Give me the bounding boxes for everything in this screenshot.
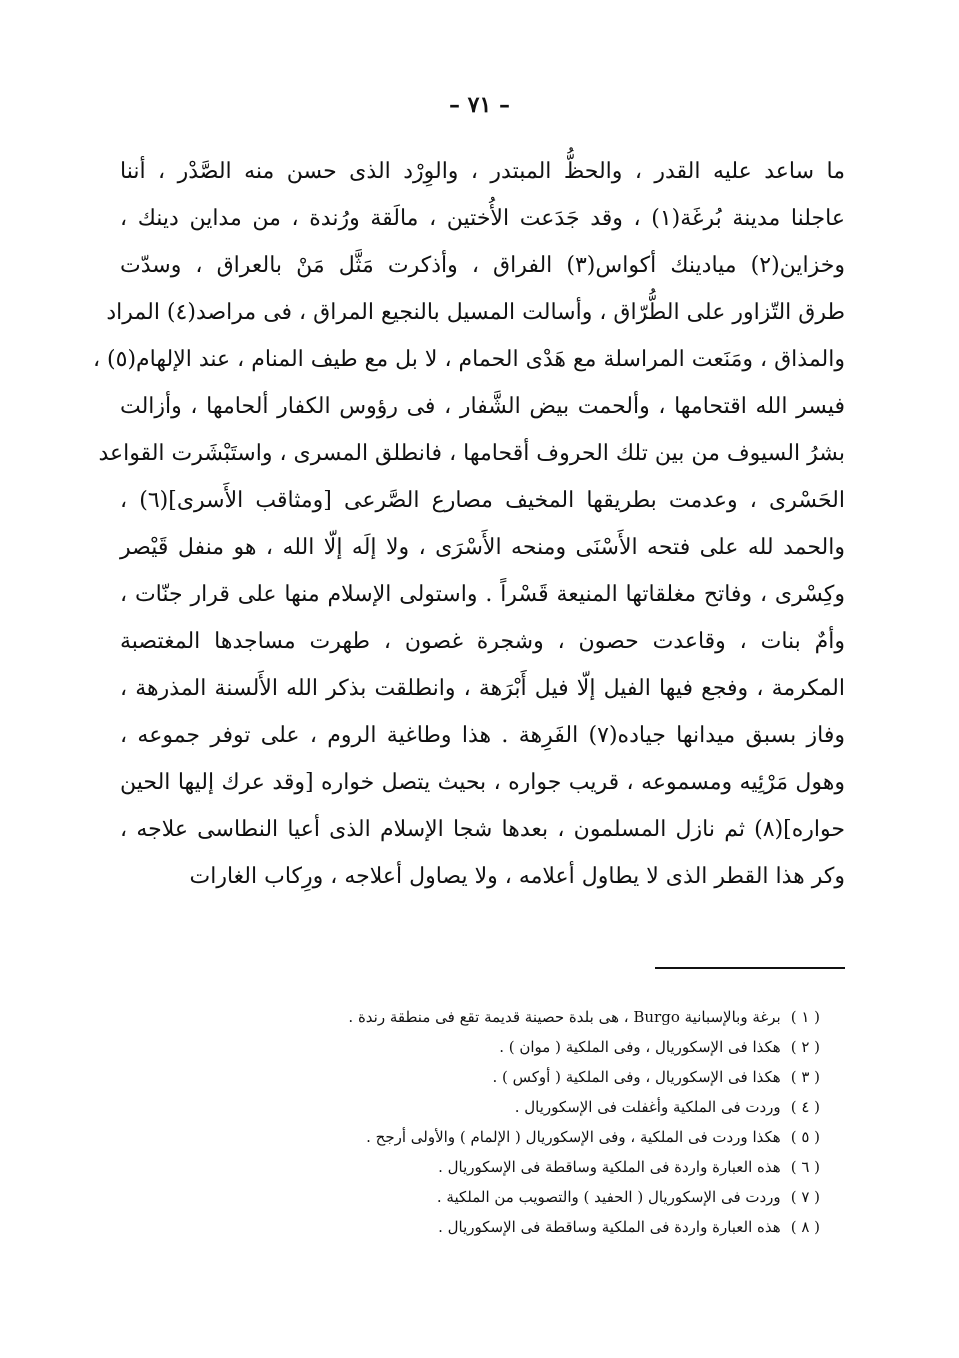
- footnote-text: برغة وبالإسبانية Burgo ، هى بلدة حصينة قديمة تقع فى منطقة رندة .: [348, 1008, 781, 1026]
- text-line: فيسر الله اقتحامها ، وألحمت بيض الشَّفار ، فى رؤوس الكفار ألحامها ، وأزالت: [120, 394, 845, 419]
- text-line: عاجلنا مدينة بُرغَة(١) ، وقد جَدَعت الأُختين ، مالَقة ورُندة ، من مداين دينك ،: [120, 206, 845, 231]
- text-line: بشرُ السيوف من بين تلك الحروف أقحامها ، فانطلق المسرى ، واستَبْشَرت القواعد: [98, 441, 845, 466]
- footnote-text: هذه العبارة واردة فى الملكية وساقطة فى الإسكوريال .: [438, 1158, 781, 1176]
- footnote-item: [120, 1182, 820, 1212]
- footnotes: [120, 1002, 820, 1242]
- text-line: وفاز بسبق ميدانها جياده(٧) الفَرِهة . هذا وطاغية الروم ، على توفر جموعه ،: [120, 723, 845, 748]
- footnote-item: [120, 1092, 820, 1122]
- text-line: وأمٌ بنات ، وقاعدت حصون ، وشجرة غصون ، طهرت مساجدها المغتصبة: [120, 629, 845, 654]
- footnote-text: وردت فى الملكية وأغفلت فى الإسكوريال .: [514, 1098, 781, 1116]
- text-line: وكر هذا القطر الذى لا يطاول أعلامه ، ولا يصاول أعلاجه ، ورِكاب الغارات: [189, 864, 845, 889]
- text-line: الحَسْرى ، وعدمت بطريقها المخيف مصارع الصَّرعى [ومثاقب الأَسرى](٦) ،: [120, 488, 845, 513]
- text-line: والحمد لله على فتحه الأَسْنَى ومنحه الأَسْرَى ، ولا إلَه إلّا الله ، هو منفل قَيْصر: [120, 535, 845, 560]
- text-line: وخزاين(٢) ميادينك أكواس(٣) الفراق ، وأذكرت مَثَّل مَنْ بالعراق ، وسدّت: [120, 253, 845, 278]
- footnote-number: ( ٥ ): [790, 1128, 820, 1146]
- text-line: وكِسْرى ، وفاتح مغلقاتها المنيعة قَسْراً . واستولى الإسلام منها على قرار جنّات ،: [120, 582, 845, 607]
- text-line: ما ساعد عليه القدر ، والحظُّ المبتدر ، والوِرْد الذى حسن منه الصَّدْر ، أننا: [120, 159, 845, 184]
- footnote-item: [120, 1002, 820, 1032]
- text-line: المكرمة ، وفجع فيها الفيل إلّا فيل أَبْرَهة ، وانطلقت بذكر الله الأَلسنة المذرهة ،: [120, 676, 845, 701]
- main-text: [92, 148, 845, 900]
- footnote-text: وردت فى الإسكوريال ( الحفيد ) والتصويب من الملكية .: [436, 1188, 781, 1206]
- footnote-number: ( ٣ ): [790, 1068, 820, 1086]
- footnote-number: ( ٢ ): [790, 1038, 820, 1056]
- footnote-text: هكذا فى الإسكوريال ، وفى الملكية ( موان ) .: [499, 1038, 781, 1056]
- footnote-item: [120, 1032, 820, 1062]
- footnote-item: [120, 1212, 820, 1242]
- text-line: حواره](٨) ثم نازل المسلمون ، بعدها شجا الإسلام الذى أعيا النطاسى علاجه ،: [120, 817, 845, 842]
- footnote-number: ( ٨ ): [790, 1218, 820, 1236]
- text-line: وهول مَرْئِيه ومسموعه ، قريب جواره ، بحيث يتصل خواره [وقد عرك إليها الحين: [120, 770, 845, 795]
- footnote-text: هذه العبارة واردة فى الملكية وساقطة فى الإسكوريال .: [438, 1218, 781, 1236]
- text-line: طرق التّزاور على الطُّرّاق ، وأسالت المسيل بالنجيع المراق ، فى مراصد(٤) المراد: [106, 300, 845, 325]
- footnote-number: ( ١ ): [790, 1008, 820, 1026]
- footnote-number: ( ٧ ): [790, 1188, 820, 1206]
- footnote-item: [120, 1152, 820, 1182]
- footnote-text: هكذا وردت فى الملكية ، وفى الإسكوريال ( الإلمام ) والأولى أرجح .: [366, 1128, 781, 1146]
- footnote-separator: [655, 967, 845, 969]
- page-number: – ٧١ –: [449, 92, 510, 118]
- footnote-item: [120, 1062, 820, 1092]
- text-line: والمذاق ، ومَنَعت المراسلة مع هَدْى الحمام ، لا بل مع طيف المنام ، عند الإلهام(٥) ،: [92, 347, 845, 372]
- footnote-text: هكذا فى الإسكوريال ، وفى الملكية ( أوكس ) .: [492, 1068, 781, 1086]
- footnote-number: ( ٤ ): [790, 1098, 820, 1116]
- footnote-item: [120, 1122, 820, 1152]
- footnote-number: ( ٦ ): [790, 1158, 820, 1176]
